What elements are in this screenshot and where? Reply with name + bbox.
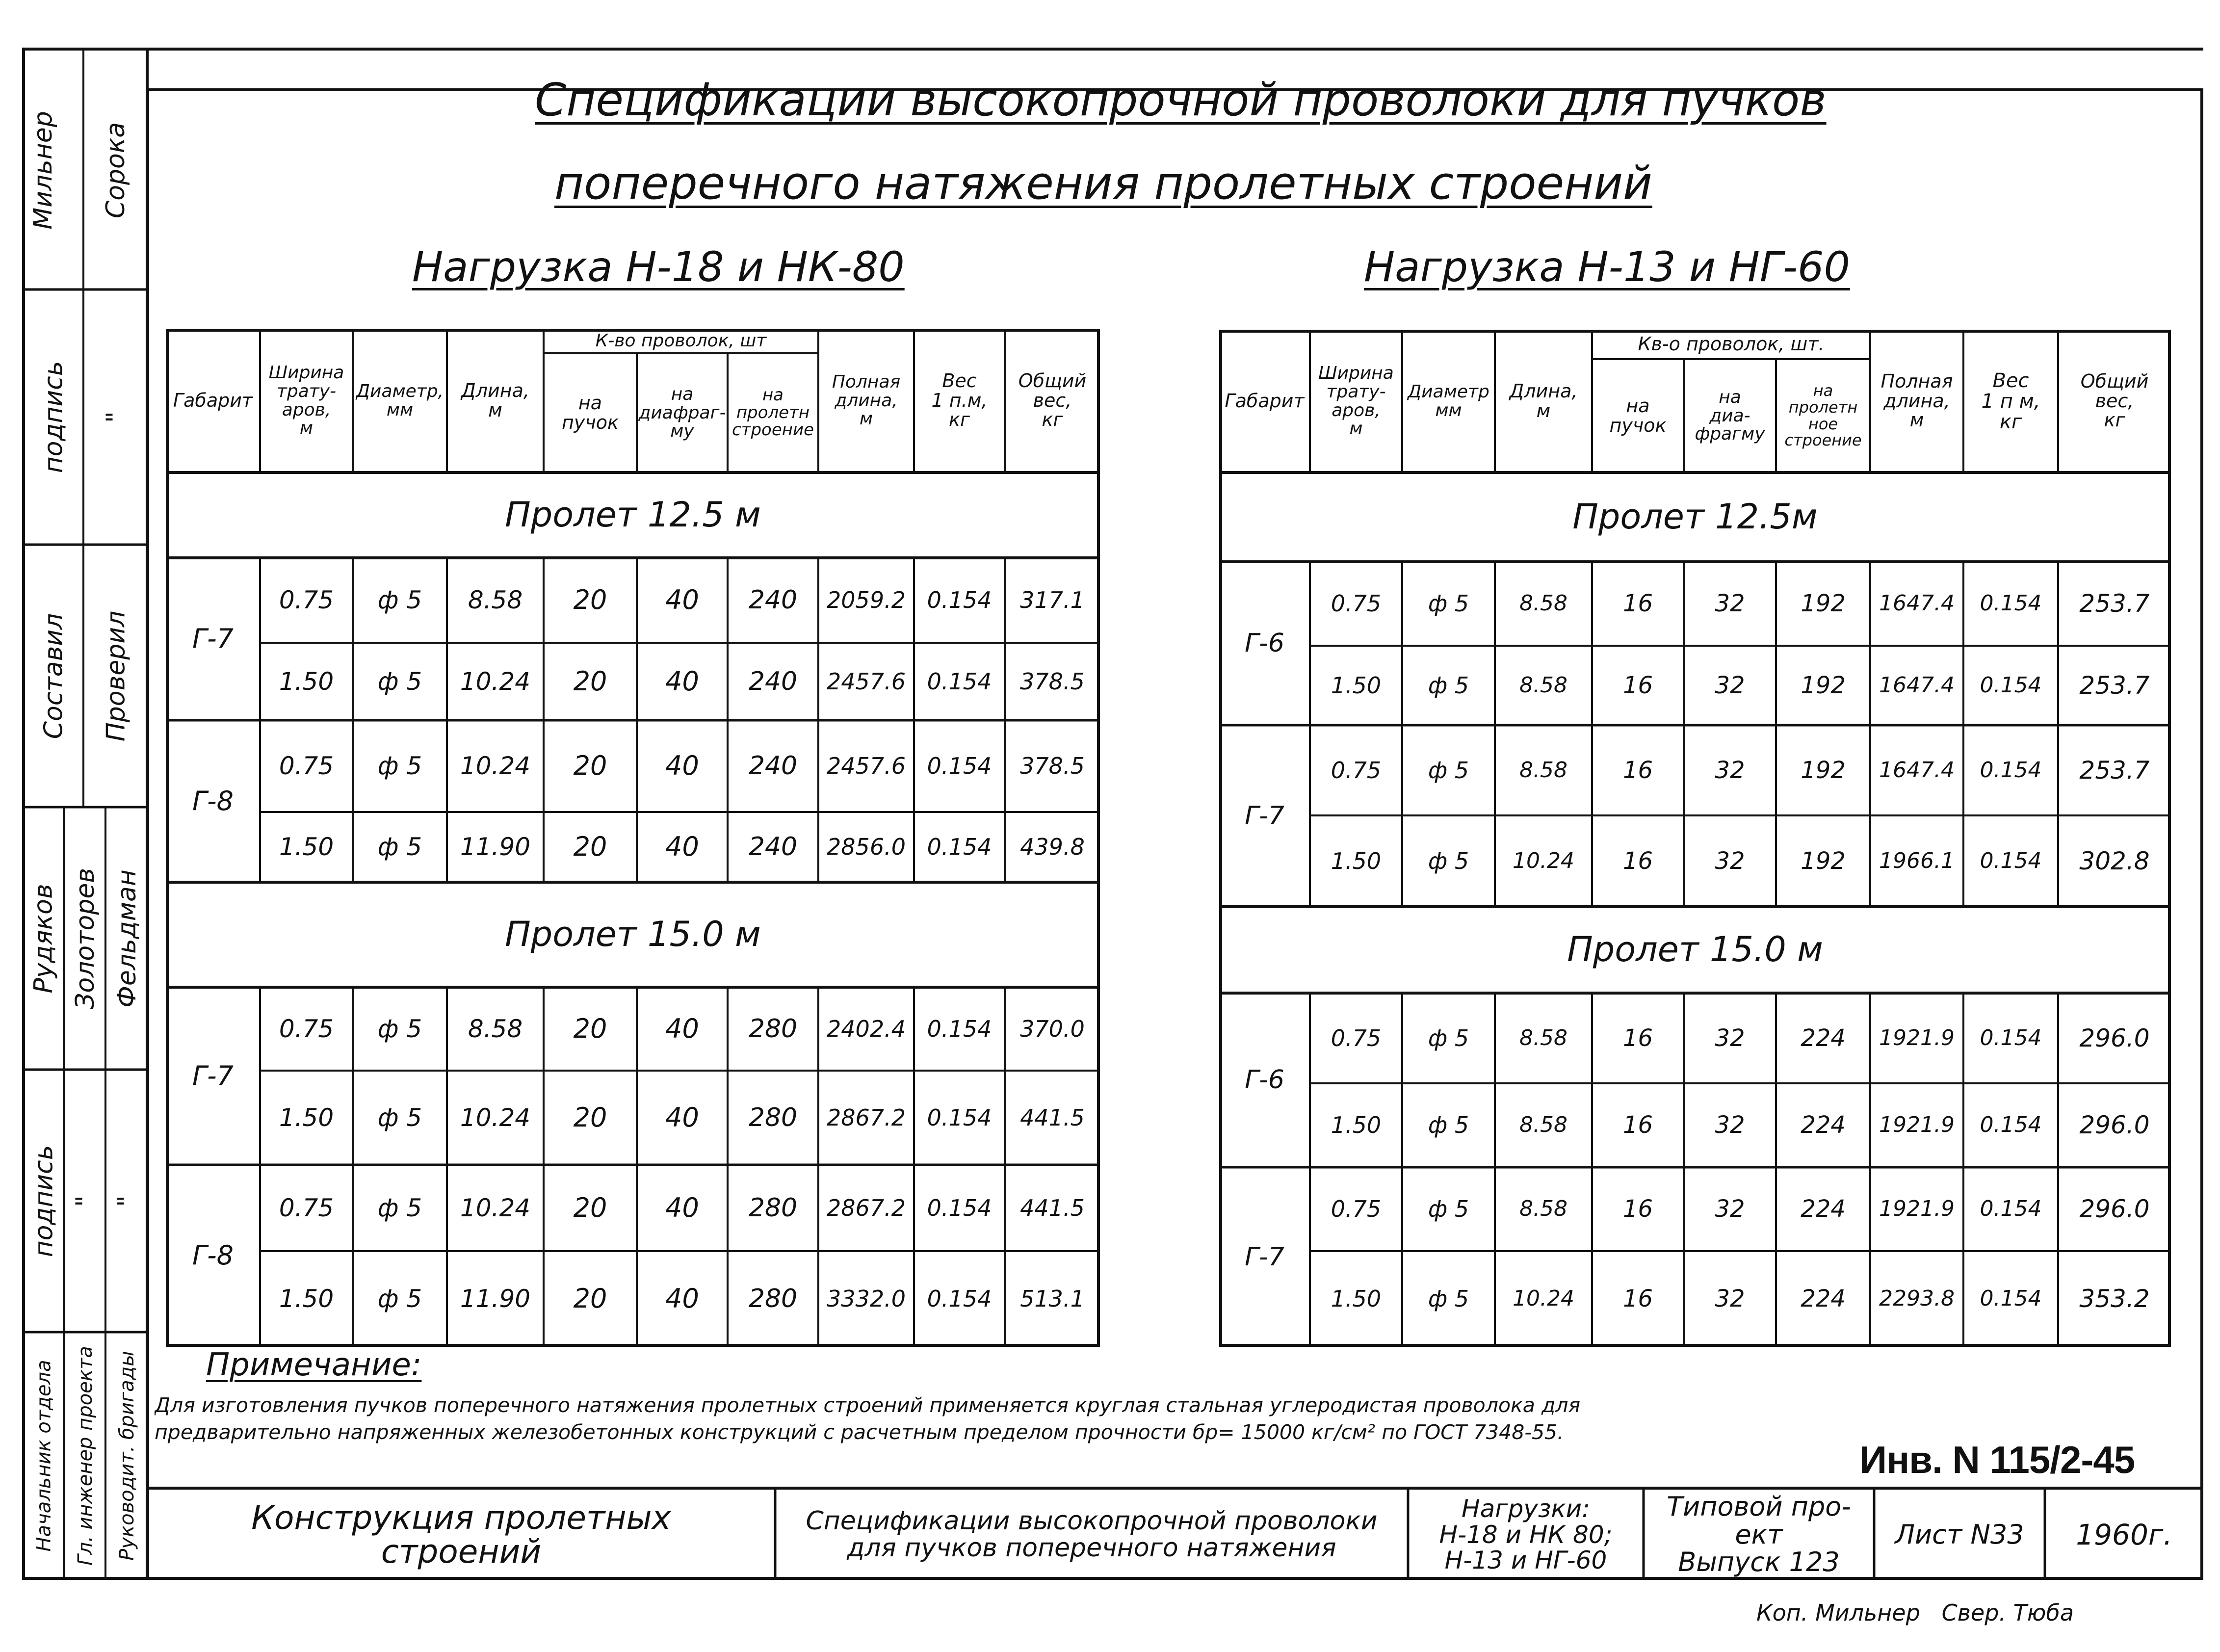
cell: 40 xyxy=(665,750,699,782)
rt-h-length: Длина, м xyxy=(1509,380,1578,421)
cell: ф 5 xyxy=(1428,847,1469,874)
cell: 8.58 xyxy=(468,586,523,615)
lt-s2-g2-row2 xyxy=(260,1251,1100,1347)
cell: 1.50 xyxy=(1331,1112,1382,1139)
cell: 192 xyxy=(1801,590,1846,618)
cell: 1966.1 xyxy=(1879,848,1955,873)
copy-check-note: Коп. Мильнер Свер. Тюба xyxy=(1756,1600,2074,1626)
cell: 280 xyxy=(748,1102,798,1132)
lt-span1-label: Пролет 12.5 м xyxy=(505,495,761,535)
sidebar-c1-3: Рудяков xyxy=(29,883,59,994)
lt-h-gabarit: Габарит xyxy=(173,389,253,411)
cell: ф 5 xyxy=(377,1014,422,1043)
cell: 2856.0 xyxy=(827,834,906,861)
rt-s2-g1-gabarit: Г-6 xyxy=(1245,1065,1284,1095)
sidebar-c1-2: Составил xyxy=(39,613,69,739)
cell: 20 xyxy=(573,1101,607,1133)
sidebar-c3-2: Руководит. бригады xyxy=(115,1350,138,1561)
cell: 1921.9 xyxy=(1879,1196,1955,1222)
rt-s2-g2-row1 xyxy=(1310,1167,2171,1251)
lt-s1-g2-row1 xyxy=(260,720,1100,812)
cell: 1.50 xyxy=(1331,847,1382,874)
cell: 16 xyxy=(1622,847,1653,875)
rt-h-total-length: Полная длина, м xyxy=(1880,370,1953,431)
cell: 16 xyxy=(1622,590,1653,618)
lt-s2-g2-gabarit: Г-8 xyxy=(192,1240,234,1271)
cell: 20 xyxy=(573,1013,607,1044)
cell: 10.24 xyxy=(460,667,531,696)
cell: 1647.4 xyxy=(1879,757,1955,783)
cell: 16 xyxy=(1622,1111,1653,1139)
cell: 10.24 xyxy=(460,752,531,781)
cell: 40 xyxy=(665,1013,699,1044)
cell: 20 xyxy=(573,1192,607,1223)
cell: 441.5 xyxy=(1020,1194,1085,1221)
note-title: Примечание: xyxy=(206,1347,422,1383)
cell: 16 xyxy=(1622,756,1653,784)
rt-h-diameter: Диаметр мм xyxy=(1408,381,1489,420)
lt-h-diameter: Диаметр, мм xyxy=(356,381,444,420)
cell: 0.75 xyxy=(1331,757,1382,784)
cell: 280 xyxy=(748,1284,798,1314)
cell: 40 xyxy=(665,831,699,863)
page-title-line2: поперечного натяжения пролетных строений xyxy=(554,157,1652,210)
cell: 224 xyxy=(1801,1195,1846,1223)
cell: 8.58 xyxy=(1519,672,1567,698)
cell: 0.154 xyxy=(927,1015,992,1042)
rt-h-total-weight: Общий вес, кг xyxy=(2080,370,2149,431)
title-block-spec: Спецификации высокопрочной проволоки для пучков поперечного натяжения xyxy=(806,1506,1378,1563)
cell: 240 xyxy=(748,585,798,615)
cell: 32 xyxy=(1715,671,1745,699)
cell: 253.7 xyxy=(2079,671,2150,700)
lt-h-length: Длина, м xyxy=(461,379,529,421)
cell: 439.8 xyxy=(1020,834,1085,861)
page-title-line1: Спецификации высокопрочной проволоки для пучков xyxy=(535,74,1827,126)
sidebar-c2-0: Сорока xyxy=(101,122,131,218)
cell: 317.1 xyxy=(1020,587,1085,614)
cell: ф 5 xyxy=(1428,672,1469,699)
sidebar-c1-4: подпись xyxy=(29,1145,59,1257)
title-block-year: 1960г. xyxy=(2076,1518,2172,1551)
sidebar-c2-2: Проверил xyxy=(101,610,131,741)
rt-s2-g1-row2 xyxy=(1310,1083,2171,1167)
cell: 20 xyxy=(573,831,607,863)
cell: 192 xyxy=(1801,671,1846,699)
cell: ф 5 xyxy=(1428,1024,1469,1051)
cell: 1.50 xyxy=(279,833,334,862)
cell: 32 xyxy=(1715,1195,1745,1223)
cell: 0.154 xyxy=(927,753,992,780)
cell: 8.58 xyxy=(1519,1025,1567,1050)
cell: 1.50 xyxy=(279,1103,334,1132)
cell: 224 xyxy=(1801,1024,1846,1052)
cell: 0.154 xyxy=(927,1104,992,1131)
cell: 40 xyxy=(665,1192,699,1223)
cell: 2867.2 xyxy=(827,1104,906,1131)
lt-h-total-weight: Общий вес, кг xyxy=(1018,369,1087,431)
cell: 1647.4 xyxy=(1879,591,1955,616)
cell: 370.0 xyxy=(1020,1015,1085,1042)
cell: 32 xyxy=(1715,1111,1745,1139)
cell: ф 5 xyxy=(1428,590,1469,617)
title-block-sheet: Лист N33 xyxy=(1895,1519,2024,1550)
cell: 296.0 xyxy=(2079,1195,2150,1224)
cell: ф 5 xyxy=(1428,1112,1469,1139)
cell: 8.58 xyxy=(1519,1196,1567,1222)
lt-h-per-span: на пролетн строение xyxy=(731,385,814,440)
lt-s2-g1-gabarit: Г-7 xyxy=(192,1060,234,1091)
cell: 2293.8 xyxy=(1879,1286,1955,1311)
cell: 2867.2 xyxy=(827,1194,906,1221)
lt-h-unit-weight: Вес 1 п.м, кг xyxy=(931,369,988,431)
cell: 441.5 xyxy=(1020,1104,1085,1131)
cell: 32 xyxy=(1715,847,1745,875)
sidebar-c1-1: подпись xyxy=(39,361,69,473)
title-block-typical: Типовой про- ект Выпуск 123 xyxy=(1667,1491,1851,1578)
cell: ф 5 xyxy=(1428,1285,1469,1312)
cell: 0.154 xyxy=(1980,1025,2042,1050)
cell: 1.50 xyxy=(279,667,334,696)
cell: 1.50 xyxy=(1331,672,1382,699)
lt-h-count-group: К-во проволок, шт xyxy=(595,331,767,351)
cell: 10.24 xyxy=(460,1193,531,1222)
cell: 10.24 xyxy=(1513,1286,1574,1311)
cell: ф 5 xyxy=(377,1193,422,1222)
lt-s2-g2-row1 xyxy=(260,1165,1100,1251)
cell: 11.90 xyxy=(460,833,531,862)
cell: 0.75 xyxy=(279,1014,334,1043)
cell: 1921.9 xyxy=(1879,1025,1955,1050)
rt-s2-g2-row2 xyxy=(1310,1251,2171,1347)
cell: 296.0 xyxy=(2079,1023,2150,1052)
lt-s1-g1-row2 xyxy=(260,643,1100,720)
cell: 16 xyxy=(1622,1024,1653,1052)
cell: ф 5 xyxy=(1428,757,1469,784)
sidebar-c1-0: Мильнер xyxy=(28,110,58,230)
cell: 20 xyxy=(573,584,607,616)
lt-s1-g1-gabarit: Г-7 xyxy=(192,623,234,655)
cell: 0.154 xyxy=(927,668,992,695)
cell: ф 5 xyxy=(377,1285,422,1313)
rt-s1-g1-gabarit: Г-6 xyxy=(1245,629,1284,658)
cell: 240 xyxy=(748,832,798,862)
cell: 20 xyxy=(573,750,607,782)
cell: ф 5 xyxy=(377,752,422,781)
rt-span1-label: Пролет 12.5м xyxy=(1572,497,1818,537)
cell: ф 5 xyxy=(377,1103,422,1132)
lt-s1-g2-gabarit: Г-8 xyxy=(192,785,234,816)
cell: 10.24 xyxy=(1513,848,1574,873)
cell: 0.75 xyxy=(1331,1196,1382,1223)
cell: 1921.9 xyxy=(1879,1112,1955,1138)
lt-h-per-bundle: на пучок xyxy=(562,392,619,433)
sidebar-c3-1: " xyxy=(112,1195,142,1207)
cell: 192 xyxy=(1801,756,1846,784)
cell: 280 xyxy=(748,1014,798,1044)
rt-s1-g2-row1 xyxy=(1310,725,2171,815)
cell: 353.2 xyxy=(2079,1285,2150,1313)
left-table-heading: Нагрузка Н-18 и НК-80 xyxy=(412,243,905,291)
cell: 0.75 xyxy=(279,1193,334,1222)
cell: 0.154 xyxy=(1980,1286,2042,1311)
cell: 32 xyxy=(1715,1024,1745,1052)
cell: 20 xyxy=(573,665,607,697)
note-line1: Для изготовления пучков поперечного натяжения пролетных строений применяется круглая стальная углеродистая проволока для xyxy=(155,1393,1581,1417)
cell: 253.7 xyxy=(2079,756,2150,785)
lt-s2-g1-row1 xyxy=(260,987,1100,1071)
title-block-loads: Нагрузки: Н-18 и НК 80; Н-13 и НГ-60 xyxy=(1439,1495,1613,1575)
cell: 224 xyxy=(1801,1285,1846,1313)
cell: 10.24 xyxy=(460,1103,531,1132)
sidebar-c2-5: Гл. инженер проекта xyxy=(74,1345,97,1566)
sidebar-c3-0: Фельдман xyxy=(112,869,142,1008)
cell: ф 5 xyxy=(377,586,422,615)
cell: 0.154 xyxy=(1980,591,2042,616)
cell: 224 xyxy=(1801,1111,1846,1139)
cell: 40 xyxy=(665,1101,699,1133)
cell: 40 xyxy=(665,665,699,697)
lt-h-per-diaphragm: на диафраг- му xyxy=(638,384,726,442)
cell: 0.154 xyxy=(1980,757,2042,783)
cell: 1.50 xyxy=(279,1285,334,1313)
rt-s1-g2-gabarit: Г-7 xyxy=(1245,801,1284,831)
cell: 192 xyxy=(1801,847,1846,875)
cell: 32 xyxy=(1715,1285,1745,1313)
rt-h-unit-weight: Вес 1 п м, кг xyxy=(1981,369,2040,433)
cell: 8.58 xyxy=(468,1014,523,1043)
inventory-number: Инв. N 115/2-45 xyxy=(1859,1438,2135,1481)
lt-h-width: Ширина трату- аров, м xyxy=(268,362,344,439)
rt-s2-g2-gabarit: Г-7 xyxy=(1245,1242,1284,1272)
cell: ф 5 xyxy=(1428,1196,1469,1223)
rt-h-count-group: Кв-о проволок, шт. xyxy=(1638,333,1825,355)
cell: 1647.4 xyxy=(1879,672,1955,698)
lt-h-total-length: Полная длина, м xyxy=(832,371,901,429)
cell: 0.154 xyxy=(927,587,992,614)
cell: 20 xyxy=(573,1283,607,1314)
cell: ф 5 xyxy=(377,667,422,696)
cell: 378.5 xyxy=(1020,753,1085,780)
cell: 0.154 xyxy=(1980,1112,2042,1138)
cell: 0.75 xyxy=(1331,1024,1382,1051)
cell: 240 xyxy=(748,666,798,696)
cell: 8.58 xyxy=(1519,757,1567,783)
sidebar-c2-4: " xyxy=(70,1195,100,1207)
rt-h-per-span: на пролетн ное строение xyxy=(1784,381,1862,450)
cell: 2059.2 xyxy=(827,587,906,614)
cell: 11.90 xyxy=(460,1285,531,1313)
cell: 0.154 xyxy=(1980,672,2042,698)
cell: 0.75 xyxy=(279,752,334,781)
cell: 0.75 xyxy=(1331,590,1382,617)
title-block-construction: Конструкция пролетных строений xyxy=(251,1498,671,1571)
rt-s1-g2-row2 xyxy=(1310,815,2171,907)
lt-s2-g1-row2 xyxy=(260,1071,1100,1165)
cell: 16 xyxy=(1622,1285,1653,1313)
lt-span2-label: Пролет 15.0 м xyxy=(505,914,761,955)
cell: 0.154 xyxy=(927,1194,992,1221)
rt-h-gabarit: Габарит xyxy=(1225,390,1305,412)
cell: 0.154 xyxy=(927,834,992,861)
right-table-heading: Нагрузка Н-13 и НГ-60 xyxy=(1364,243,1850,291)
cell: 40 xyxy=(665,1283,699,1314)
top-frame-edge xyxy=(22,48,2203,51)
cell: 0.154 xyxy=(1980,848,2042,873)
cell: 0.154 xyxy=(927,1285,992,1312)
cell: 8.58 xyxy=(1519,1112,1567,1138)
cell: 16 xyxy=(1622,671,1653,699)
rt-s1-g1-row1 xyxy=(1310,562,2171,646)
cell: 296.0 xyxy=(2079,1111,2150,1140)
cell: 302.8 xyxy=(2079,846,2150,875)
rt-s1-g1-row2 xyxy=(1310,646,2171,725)
cell: ф 5 xyxy=(377,833,422,862)
cell: 280 xyxy=(748,1193,798,1223)
cell: 253.7 xyxy=(2079,589,2150,618)
sidebar-c1-5: Начальник отдела xyxy=(32,1359,55,1552)
cell: 16 xyxy=(1622,1195,1653,1223)
rt-span2-label: Пролет 15.0 м xyxy=(1567,929,1823,970)
cell: 32 xyxy=(1715,590,1745,618)
cell: 2457.6 xyxy=(827,753,906,780)
sidebar-c2-1: " xyxy=(101,411,131,423)
note-line2: предварительно напряженных железобетонных конструкций с расчетным пределом прочности бр= 15000 кг/см² по ГОСТ 7348-55. xyxy=(155,1420,1564,1444)
cell: 40 xyxy=(665,584,699,616)
cell: 378.5 xyxy=(1020,668,1085,695)
cell: 1.50 xyxy=(1331,1285,1382,1312)
cell: 240 xyxy=(748,751,798,781)
rt-h-per-diaphragm: на диа- фрагму xyxy=(1695,387,1765,445)
rt-s2-g1-row1 xyxy=(1310,993,2171,1083)
cell: 2402.4 xyxy=(827,1015,906,1042)
cell: 32 xyxy=(1715,756,1745,784)
cell: 0.154 xyxy=(1980,1196,2042,1222)
lt-s1-g2-row2 xyxy=(260,812,1100,882)
cell: 513.1 xyxy=(1020,1285,1085,1312)
sidebar-c2-3: Золоторев xyxy=(70,867,100,1009)
rt-h-per-bundle: на пучок xyxy=(1609,394,1667,436)
lt-s1-g1-row1 xyxy=(260,558,1100,643)
cell: 8.58 xyxy=(1519,591,1567,616)
cell: 3332.0 xyxy=(827,1285,906,1312)
cell: 2457.6 xyxy=(827,668,906,695)
rt-h-width: Ширина трату- аров, м xyxy=(1318,363,1394,439)
cell: 0.75 xyxy=(279,586,334,615)
